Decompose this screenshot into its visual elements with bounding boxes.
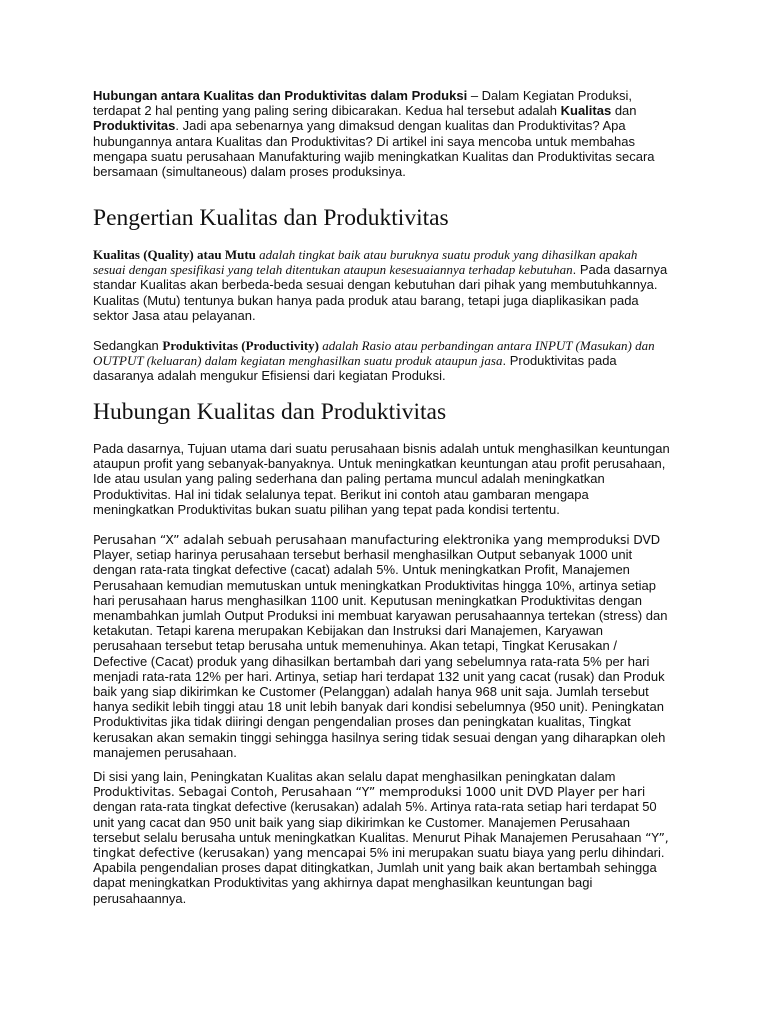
intro-dan: dan	[611, 103, 637, 119]
heading-hubungan: Hubungan Kualitas dan Produktivitas	[93, 399, 447, 425]
def-kualitas-italic: adalah tingkat baik atau buruknya suatu produk yang dihasilkan apakah sesuai dengan spesifikasi yang telah ditentukan ataupun kesesuaiannya terhadap kebutuhan	[93, 247, 638, 278]
term-produktivitas: Produktivitas (Productivity)	[162, 338, 320, 353]
intro-kualitas: Kualitas	[560, 103, 612, 119]
section-heading-hubungan	[93, 398, 673, 426]
example-y-thin-1: Produktivitas. Sebagai Contoh, Perusahaan “Y” memproduksi 1000 unit DVD Player per hari	[93, 784, 646, 800]
intro-title: Hubungan antara Kualitas dan Produktivitas dalam Produksi	[93, 88, 468, 103]
hubungan-text-1: Pada dasarnya, Tujuan utama dari suatu perusahaan bisnis adalah untuk menghasilkan keuntungan ataupun profit yang sebanyak-banyaknya. Untuk meningkatkan keuntungan atau profit perusahaan, Ide atau usulan yang paling sederhana dan paling pertama muncul adalah meningkatkan Produktivitas. Hal ini tidak selalunya tepat. Berikut ini contoh atau gambaran mengapa meningkatkan Produktivitas bukan suatu pilihan yang tepat pada kondisi tertentu.	[93, 441, 670, 517]
intro-produktivitas: Produktivitas	[93, 118, 176, 134]
example-y-start: Di sisi yang lain, Peningkatan Kualitas akan selalu dapat menghasilkan peningkatan dalam	[93, 769, 616, 784]
term-kualitas: Kualitas (Quality) atau Mutu	[93, 247, 256, 262]
definition-produktivitas	[93, 338, 673, 384]
hubungan-paragraph-3	[93, 769, 673, 906]
def-prod-rest: . Produktivitas pada dasaranya adalah mengukur Efisiensi dari kegiatan Produksi.	[93, 353, 617, 384]
heading-pengertian: Pengertian Kualitas dan Produktivitas	[93, 205, 449, 231]
example-y-middle: dengan rata-rata tingkat defective (kerusakan) adalah 5%. Artinya rata-rata setiap hari terdapat 50 unit yang cacat dan 950 unit baik yang siap dikirimkan ke Customer. Manajemen Perusahaan tersebut selalu berusaha untuk meningkatkan Kualitas. Menurut Pihak Manajemen Perusahaan	[93, 799, 657, 845]
example-y-end: 5% ini merupakan suatu biaya yang perlu dihindari. Apabila pengendalian proses dapat ditingkatkan, Jumlah unit yang baik akan bertambah sehingga dapat meningkatkan Produktivitas yang akhirnya dapat menghasilkan keuntungan bagi perusahaannya.	[93, 845, 665, 906]
example-x-intro: Perusahan “X” adalah sebuah perusahaan manufacturing elektronika yang memproduksi DVD	[93, 532, 660, 547]
example-y-thin-2: “Y”, tingkat defective (kerusakan) yang mencapai	[93, 829, 669, 861]
example-x-text: Player, setiap harinya perusahaan tersebut berhasil menghasilkan Output sebanyak 1000 unit dengan rata-rata tingkat defective (cacat) adalah 5%. Untuk meningkatkan Profit, Manajemen Perusahaan kemudian memutuskan untuk meningkatkan Produktivitas hingga 10%, artinya setiap hari perusahaan harus menghasilkan 1100 unit. Keputusan meningkatkan Produktivitas dengan menambahkan jumlah Output Produksi ini membuat karyawan perusahaannya tertekan (stress) dan ketakutan. Tetapi karena merupakan Kebijakan dan Instruksi dari Manajemen, Karyawan perusahaan tersebut tetap berusaha untuk memenuhinya. Akan tetapi, Tingkat Kerusakan / Defective (Cacat) produk yang dihasilkan bertambah dari yang sebelumnya rata-rata 5% per hari menjadi rata-rata 12% per hari. Artinya, setiap hari terdapat 132 unit yang cacat (rusak) dan Produk baik yang siap dikirimkan ke Customer (Pelanggan) adalah hanya 968 unit saja. Jumlah tersebut hanya sedikit lebih tinggi atau 18 unit lebih banyak dari kondisi sebelumnya (950 unit). Peningkatan Produktivitas jika tidak diiringi dengan pengendalian proses dan peningkatan kualitas, Tingkat kerusakan akan semakin tinggi sehingga hasilnya sering tidak sesuai dengan yang diharapkan oleh manajemen perusahaan.	[93, 547, 668, 760]
hubungan-paragraph-2	[93, 532, 673, 760]
intro-text-2: . Jadi apa sebenarnya yang dimaksud dengan kualitas dan Produktivitas? Apa hubungannya antara Kualitas dan Produktivitas? Di artikel ini saya mencoba untuk membahas mengapa suatu perusahaan Manufakturing wajib meningkatkan Kualitas dan Produktivitas secara bersamaan (simultaneous) dalam proses produksinya.	[93, 118, 655, 180]
hubungan-paragraph-1	[93, 441, 673, 517]
section-heading-pengertian	[93, 204, 673, 232]
def-kualitas-rest: . Pada dasarnya standar Kualitas akan berbeda-beda sesuai dengan kebutuhan dari pihak yang membutuhkannya. Kualitas (Mutu) tentunya bukan hanya pada produk atau barang, tetapi juga diaplikasikan pada sektor Jasa atau pelayanan.	[93, 262, 668, 323]
def-prod-start: Sedangkan	[93, 338, 163, 353]
intro-paragraph	[93, 88, 673, 179]
def-prod-italic: adalah Rasio atau perbandingan antara INPUT (Masukan) dan OUTPUT (keluaran) dalam kegiatan menghasilkan suatu produk ataupun jasa	[93, 338, 655, 369]
definition-kualitas	[93, 247, 673, 323]
intro-text-1: – Dalam Kegiatan Produksi, terdapat 2 hal penting yang paling sering dibicarakan. Kedua hal tersebut adalah	[93, 88, 632, 119]
